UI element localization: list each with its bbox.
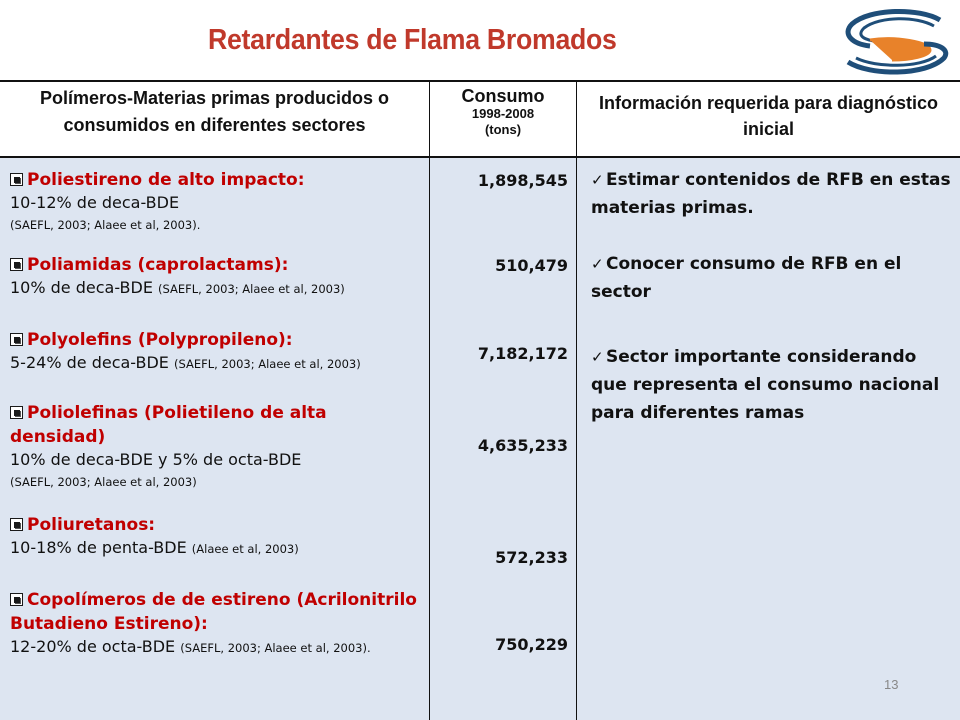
checkbox-bullet-icon — [10, 406, 23, 419]
header-consumption-years: 1998-2008 — [471, 106, 535, 121]
list-item: Copolímeros de de estireno (Acrilonitrilo Butadieno Estireno): 12-20% de octa-BDE (SAEFL, 2003; Alaee et al, 2003). — [10, 590, 417, 656]
checkbox-bullet-icon — [10, 333, 23, 346]
consumption-value: 510,479 — [495, 256, 568, 275]
list-item: Poliolefinas (Polietileno de alta densidad) 10% de deca-BDE y 5% de octa-BDE (SAEFL, 2003; Alaee et al, 2003) — [10, 403, 327, 489]
checkbox-bullet-icon — [10, 173, 23, 186]
list-item: Poliamidas (caprolactams): 10% de deca-BDE (SAEFL, 2003; Alaee et al, 2003) — [10, 255, 345, 297]
list-item: Polyolefins (Polypropileno): 5-24% de deca-BDE (SAEFL, 2003; Alaee et al, 2003) — [10, 330, 361, 372]
consumption-value: 4,635,233 — [477, 436, 568, 455]
data-table — [0, 80, 960, 720]
slide-title: Retardantes de Flama Bromados — [208, 24, 617, 56]
checkbox-bullet-icon — [10, 258, 23, 271]
header-consumption-unit: (tons) — [484, 122, 522, 137]
checkbox-bullet-icon — [10, 593, 23, 606]
header-materials: Polímeros-Materias primas producidos o consumidos en diferentes sectores — [0, 80, 430, 158]
checkmark-icon: ✓ — [591, 348, 604, 366]
info-item: ✓ Sector importante considerando que representa el consumo nacional para diferentes ramas — [591, 343, 957, 427]
info-column — [577, 158, 960, 720]
consumption-value: 7,182,172 — [477, 344, 568, 363]
consumption-value: 750,229 — [495, 635, 568, 654]
checkmark-icon: ✓ — [591, 255, 604, 273]
page-number: 13 — [884, 677, 899, 692]
checkbox-bullet-icon — [10, 518, 23, 531]
consumption-column — [430, 158, 577, 720]
consumption-value: 1,898,545 — [477, 171, 568, 190]
header-consumption — [430, 80, 577, 158]
header-info-required: Información requerida para diagnóstico inicial — [577, 80, 960, 158]
materials-column — [0, 158, 430, 720]
checkmark-icon: ✓ — [591, 171, 604, 189]
table-top-border — [0, 80, 960, 82]
consumption-value: 572,233 — [495, 548, 568, 567]
company-logo — [840, 6, 952, 78]
list-item: Poliestireno de alto impacto: 10-12% de deca-BDE (SAEFL, 2003; Alaee et al, 2003). — [10, 170, 305, 232]
info-item: ✓ Estimar contenidos de RFB en estas materias primas. — [591, 166, 957, 222]
list-item: Poliuretanos: 10-18% de penta-BDE (Alaee et al, 2003) — [10, 515, 299, 557]
header-consumption-title: Consumo — [461, 86, 545, 106]
info-item: ✓ Conocer consumo de RFB en el sector — [591, 250, 957, 306]
